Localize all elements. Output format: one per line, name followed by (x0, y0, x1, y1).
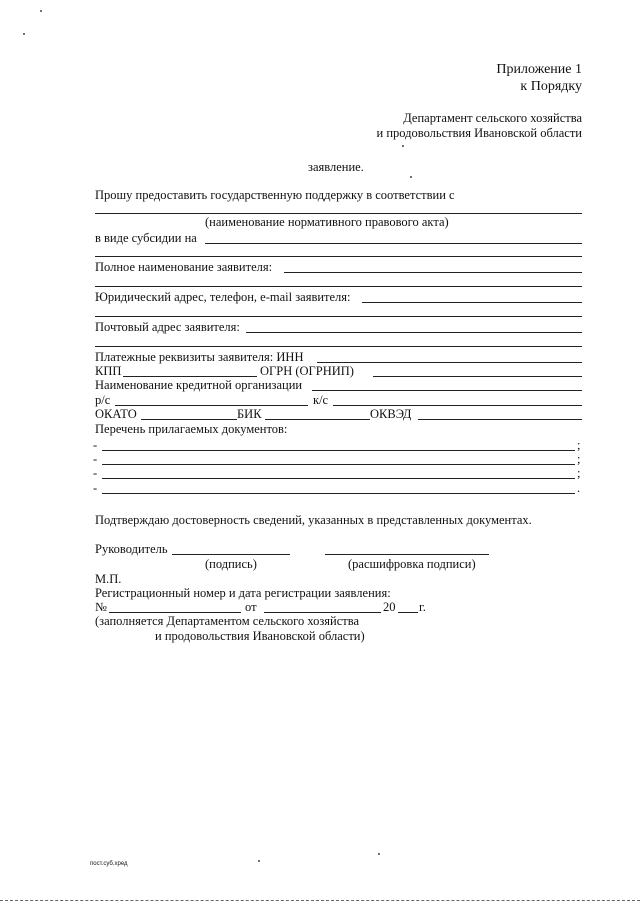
bik-label: БИК (237, 407, 262, 421)
signature-decode-caption: (расшифровка подписи) (348, 557, 476, 571)
doc-line-3 (102, 478, 575, 479)
legal-address-line-2 (95, 316, 582, 317)
file-label: пост.суб.хред (90, 861, 128, 867)
bank-label: Наименование кредитной организации (95, 378, 303, 392)
full-name-line-2 (95, 286, 582, 287)
inn-line (317, 362, 582, 363)
request-text: Прошу предоставить государственную поддержку в соответствии с (95, 188, 455, 202)
signature-decode-line (325, 554, 489, 555)
full-name-label: Полное наименование заявителя: (95, 260, 273, 274)
registration-year-suffix: г. (419, 600, 426, 614)
addressee-line-2: и продовольствия Ивановской области (376, 126, 582, 140)
full-name-line (284, 272, 582, 273)
act-caption: (наименование нормативного правового акта) (205, 215, 449, 229)
document-title: заявление. (308, 160, 364, 174)
kpp-label: КПП (95, 364, 122, 378)
subsidy-label: в виде субсидии на (95, 231, 197, 245)
appendix-to-order: к Порядку (520, 79, 582, 94)
appendix-number: Приложение 1 (496, 62, 582, 77)
doc-period-4: . (577, 481, 581, 495)
legal-address-label: Юридический адрес, телефон, e-mail заявителя: (95, 290, 351, 304)
scan-speck (23, 33, 25, 35)
registration-date-line (264, 612, 381, 613)
ogrn-label: ОГРН (ОГРНИП) (260, 364, 354, 378)
okved-label: ОКВЭД (370, 407, 412, 421)
doc-line-4 (102, 493, 575, 494)
kpp-line (123, 376, 257, 377)
docs-list-label: Перечень прилагаемых документов: (95, 422, 288, 436)
scan-speck (402, 145, 404, 147)
registration-from: от (245, 600, 257, 614)
registration-number-sign: № (95, 600, 107, 614)
ks-line (333, 405, 582, 406)
registration-year-prefix: 20 (383, 600, 396, 614)
registration-label: Регистрационный номер и дата регистрации заявления: (95, 586, 391, 600)
doc-dash-4: - (93, 481, 98, 495)
okato-label: ОКАТО (95, 407, 137, 421)
signature-line (172, 554, 290, 555)
act-name-line (95, 213, 582, 214)
registration-number-line (109, 612, 241, 613)
doc-semicolon-3: ; (577, 466, 581, 480)
subsidy-line (205, 243, 582, 244)
scan-speck (40, 10, 42, 12)
doc-dash-3: - (93, 466, 98, 480)
registration-note-2: и продовольствия Ивановской области) (155, 629, 365, 643)
postal-address-label: Почтовый адрес заявителя: (95, 320, 240, 334)
scan-edge-line (0, 900, 640, 901)
postal-address-line (246, 332, 582, 333)
bik-line (265, 419, 370, 420)
doc-line-2 (102, 464, 575, 465)
okved-line (418, 419, 582, 420)
doc-dash-2: - (93, 452, 98, 466)
registration-note-1: (заполняется Департаментом сельского хозяйства (95, 614, 360, 628)
doc-semicolon-2: ; (577, 452, 581, 466)
scan-speck (258, 860, 260, 862)
okato-line (141, 419, 237, 420)
doc-semicolon-1: ; (577, 438, 581, 452)
stamp-label: М.П. (95, 572, 122, 586)
scan-speck (410, 176, 412, 178)
payment-label: Платежные реквизиты заявителя: ИНН (95, 350, 304, 364)
head-label: Руководитель (95, 542, 168, 556)
doc-line-1 (102, 450, 575, 451)
subsidy-line-2 (95, 256, 582, 257)
signature-caption: (подпись) (205, 557, 257, 571)
postal-address-line-2 (95, 346, 582, 347)
scan-speck (378, 853, 380, 855)
addressee-line-1: Департамент сельского хозяйства (403, 111, 582, 125)
confirm-text: Подтверждаю достоверность сведений, указанных в представленных документах. (95, 513, 532, 527)
legal-address-line (362, 302, 582, 303)
registration-year-line (398, 612, 418, 613)
rs-label: р/с (95, 393, 111, 407)
ks-label: к/с (313, 393, 329, 407)
bank-line (312, 390, 582, 391)
ogrn-line (373, 376, 582, 377)
rs-line (115, 405, 308, 406)
doc-dash-1: - (93, 438, 98, 452)
